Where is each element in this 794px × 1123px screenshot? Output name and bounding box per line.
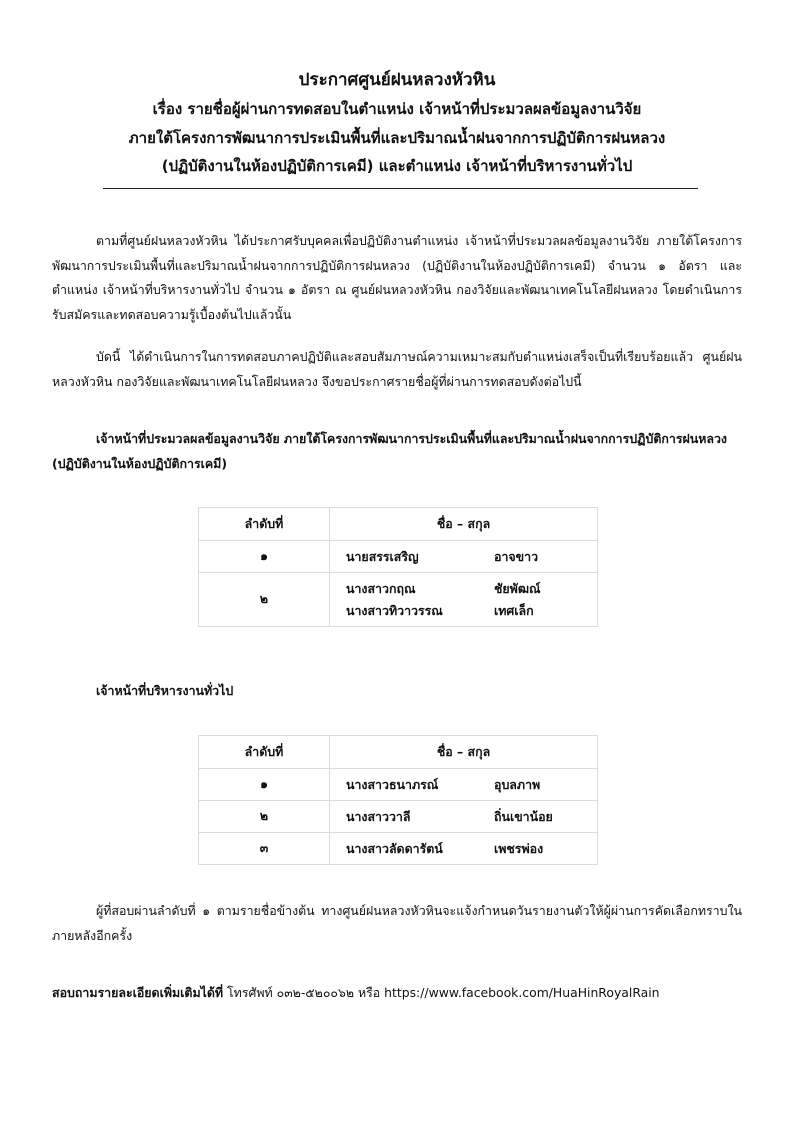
name-cell [330, 769, 598, 801]
person-name [346, 546, 597, 568]
contact-line [52, 981, 660, 1005]
paragraph-announcement: ตามที่ศูนย์ฝนหลวงหัวหิน ได้ประกาศรับบุคคลเพื่อปฏิบัติงานตำแหน่ง เจ้าหน้าที่ประมวลผลข้อมูลงานวิจัย ภายใต้โครงการพัฒนาการประเมินพื้นที่และปริมาณน้ำฝนจากการปฏิบัติการฝนหลวง (ปฏิบัติงานในห้องปฏิบัติการเคมี) จำนวน ๑ อัตรา และตำแหน่ง เจ้าหน้าที่บริหารงานทั่วไป จำนวน ๑ อัตรา ณ ศูนย์ฝนหลวงหัวหิน กองวิจัยและพัฒนาเทคโนโลยีฝนหลวง โดยดำเนินการรับสมัครและทดสอบความรู้เบื้องต้นไปแล้วนั้น [52, 233, 742, 322]
person-name [346, 806, 597, 828]
last-name: ถิ่นเขาน้อย [494, 808, 553, 824]
first-name: นายสรรเสริญ [346, 548, 419, 564]
column-header-order: ลำดับที่ [199, 736, 330, 769]
order-cell: ๓ [199, 833, 330, 865]
section-heading-admin: เจ้าหน้าที่บริหารงานทั่วไป [96, 683, 234, 698]
contact-label: สอบถามรายละเอียดเพิ่มเติมได้ที่ [52, 985, 224, 1000]
subject-line-3: (ปฏิบัติงานในห้องปฏิบัติการเคมี) และตำแหน่ง เจ้าหน้าที่บริหารงานทั่วไป [161, 157, 633, 175]
name-cell [330, 573, 598, 627]
person-name [346, 838, 597, 860]
column-header-order: ลำดับที่ [199, 508, 330, 541]
column-header-name: ชื่อ – สกุล [330, 736, 598, 769]
subject-line-2: ภายใต้โครงการพัฒนาการประเมินพื้นที่และปริมาณน้ำฝนจากการปฏิบัติการฝนหลวง [128, 129, 666, 147]
first-name: นางสาววาลี [346, 808, 411, 824]
table-row [199, 573, 598, 627]
person-name [346, 774, 597, 796]
table-row [199, 833, 598, 865]
section-heading-researcher: เจ้าหน้าที่ประมวลผลข้อมูลงานวิจัย ภายใต้โครงการพัฒนาการประเมินพื้นที่และปริมาณน้ำฝนจากการปฏิบัติการฝนหลวง (ปฏิบัติงานในห้องปฏิบัติการเคมี) [52, 431, 727, 471]
order-cell: ๒ [199, 801, 330, 833]
last-name: อาจขาว [494, 548, 539, 564]
table-row [199, 801, 598, 833]
order-cell: ๑ [199, 769, 330, 801]
last-name: เทศเล็ก [494, 602, 534, 618]
column-header-name: ชื่อ – สกุล [330, 508, 598, 541]
last-name: อุบลภาพ [494, 776, 541, 792]
order-cell: ๑ [199, 541, 330, 573]
person-name [346, 600, 597, 622]
page-title: ประกาศศูนย์ฝนหลวงหัวหิน [298, 70, 496, 90]
table-row [199, 769, 598, 801]
table-header-row [199, 508, 598, 541]
results-table-admin [198, 735, 598, 865]
first-name: นางสาวลัดดารัตน์ [346, 840, 443, 856]
name-cell [330, 801, 598, 833]
paragraph-next-steps: ผู้ที่สอบผ่านลำดับที่ ๑ ตามรายชื่อข้างต้น ทางศูนย์ฝนหลวงหัวหินจะแจ้งกำหนดวันรายงานตัวให้ผู้ผ่านการคัดเลือกทราบในภายหลังอีกครั้ง [52, 903, 742, 943]
name-cell [330, 541, 598, 573]
person-name [346, 578, 597, 600]
table-header-row [199, 736, 598, 769]
order-cell: ๒ [199, 573, 330, 627]
first-name: นางสาวทิวาวรรณ [346, 602, 443, 618]
paragraph-results: บัดนี้ ได้ดำเนินการในการทดสอบภาคปฏิบัติและสอบสัมภาษณ์ความเหมาะสมกับตำแหน่งเสร็จเป็นที่เรียบร้อยแล้ว ศูนย์ฝนหลวงหัวหิน กองวิจัยและพัฒนาเทคโนโลยีฝนหลวง จึงขอประกาศรายชื่อผู้ที่ผ่านการทดสอบดังต่อไปนี้ [52, 349, 742, 389]
header-divider [103, 188, 698, 189]
name-cell [330, 833, 598, 865]
subject-line-1: เรื่อง รายชื่อผู้ผ่านการทดสอบในตำแหน่ง เจ้าหน้าที่ประมวลผลข้อมูลงานวิจัย [152, 100, 642, 118]
results-table-researcher [198, 507, 598, 627]
first-name: นางสาวกฤณ [346, 580, 416, 596]
first-name: นางสาวธนาภรณ์ [346, 776, 439, 792]
table-row [199, 541, 598, 573]
last-name: ชัยพัฒณ์ [494, 580, 541, 596]
last-name: เพชรพ่อง [494, 840, 544, 856]
contact-details: โทรศัพท์ ๐๓๒-๕๒๐๐๖๒ หรือ https://www.facebook.com/HuaHinRoyalRain [223, 985, 660, 1000]
